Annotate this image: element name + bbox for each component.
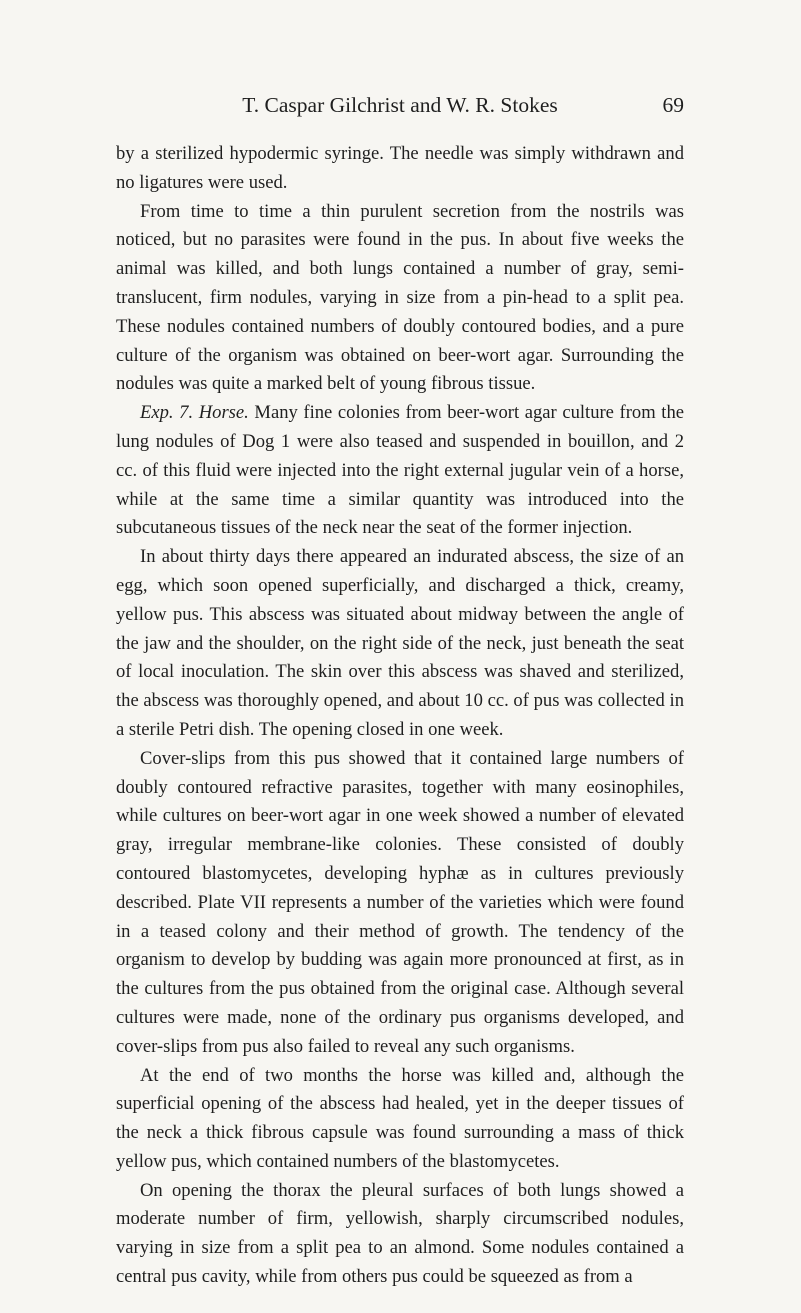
paragraph-cover-slips: Cover-slips from this pus showed that it contained large numbers of doubly contoured refractive parasites, together with many eosinophiles, while cultures on beer-wort agar in one week showed a number of elevated gray, irregular membrane-like colonies. These consisted of doubly contoured blastomycetes, developing hyphæ as in cultures previously described. Plate VII represents a number of the varieties which were found in a teased colony and their method of growth. The tendency of the organism to develop by budding was again more pronounced at first, as in the cultures from the pus obtained from the original case. Although several cultures were made, none of the ordinary pus organisms developed, and cover-slips from pus also failed to reveal any such organisms. <box>116 747 684 1057</box>
experiment-animal: Horse. <box>198 402 249 424</box>
running-head <box>116 88 684 122</box>
paragraph-continuation: by a sterilized hypodermic syringe. The needle was simply withdrawn and no ligatures were used. <box>116 143 684 193</box>
body-text <box>116 140 684 1292</box>
paragraph-nasal-secretion: From time to time a thin purulent secretion from the nostrils was noticed, but no parasites were found in the pus. In about five weeks the animal was killed, and both lungs contained a number of gray, semi-translucent, firm nodules, varying in size from a pin-head to a split pea. These nodules contained numbers of doubly contoured bodies, and a pure culture of the organism was obtained on beer-wort agar. Surrounding the nodules was quite a marked belt of young fibrous tissue. <box>116 200 684 395</box>
paragraph-thorax: On opening the thorax the pleural surfaces of both lungs showed a moderate number of firm, yellowish, sharply circumscribed nodules, varying in size from a split pea to an almond. Some nodules contained a central pus cavity, while from others pus could be squeezed as from a <box>116 1179 684 1288</box>
running-head-authors: T. Caspar Gilchrist and W. R. Stokes <box>242 93 558 117</box>
paragraph-horse-killed: At the end of two months the horse was killed and, although the superficial opening of the abscess had healed, yet in the deeper tissues of the neck a thick fibrous capsule was found surrounding a mass of thick yellow pus, which contained numbers of the blastomycetes. <box>116 1064 684 1172</box>
experiment-number: Exp. 7. <box>140 402 194 424</box>
paragraph-experiment-7 <box>116 399 684 543</box>
page-number: 69 <box>662 93 684 117</box>
experiment-7-text: Many fine colonies from beer-wort agar culture from the lung nodules of Dog 1 were also teased and suspended in bouillon, and 2 cc. of this fluid were injected into the right external jugular vein of a horse, while at the same time a similar quantity was introduced into the subcutaneous tissues of the neck near the seat of the former injection. <box>116 402 684 539</box>
paragraph-abscess: In about thirty days there appeared an indurated abscess, the size of an egg, which soon opened superficially, and discharged a thick, creamy, yellow pus. This abscess was situated about midway between the angle of the jaw and the shoulder, on the right side of the neck, just beneath the seat of local inoculation. The skin over this abscess was shaved and sterilized, the abscess was thoroughly opened, and about 10 cc. of pus was collected in a sterile Petri dish. The opening closed in one week. <box>116 546 684 740</box>
